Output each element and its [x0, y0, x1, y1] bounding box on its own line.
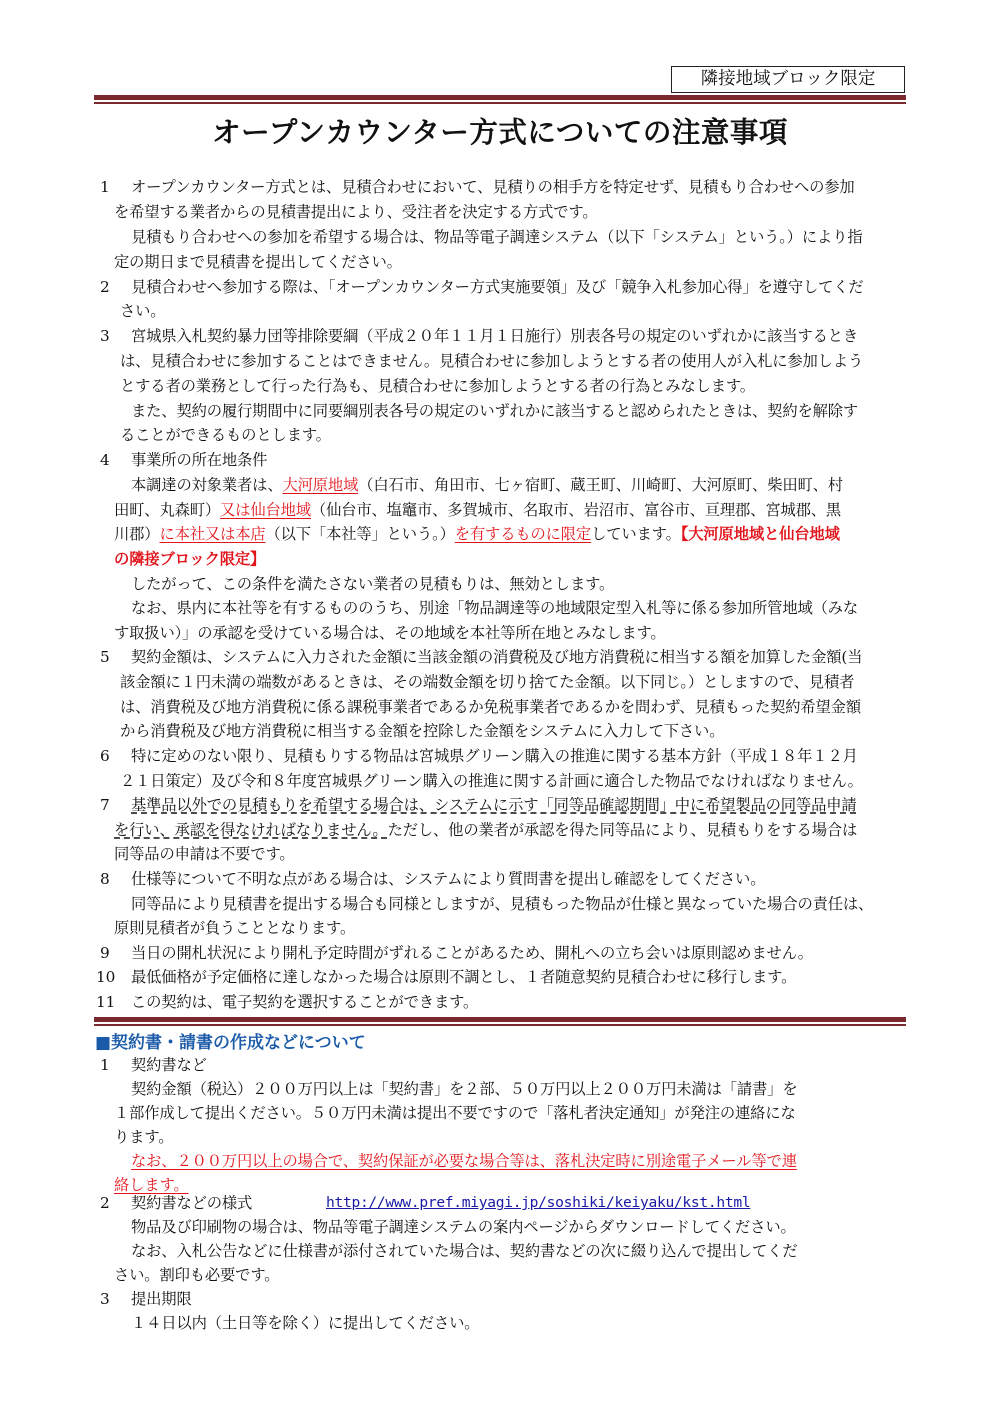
text-line: 同等品の申請は不要です。	[114, 845, 295, 863]
header-rule	[94, 95, 906, 104]
text-line: なお、県内に本社等を有するもののうち、別途「物品調達等の地域限定型入札等に係る参加所管地域（みな	[131, 599, 859, 617]
text-line: １部作成して提出ください。５０万円未満は提出不要ですので「落札者決定通知」が発注の連絡にな	[114, 1104, 796, 1122]
text-line: 田町、丸森町）又は仙台地域（仙台市、塩竈市、多賀城市、名取市、岩沼市、富谷市、亘理郡、宮城郡、黒	[114, 501, 842, 519]
text-line: なお、入札公告などに仕様書が添付されていた場合は、契約書などの次に綴り込んで提出してくだ	[131, 1242, 798, 1260]
text-line: は、見積合わせに参加することはできません。見積合わせに参加しようとする者の使用人が入札に参加しよう	[120, 352, 864, 370]
text-line: 原則見積者が負うこととなります。	[114, 919, 356, 937]
text-line: を行い、承認を得なければなりません。ただし、他の業者が承認を得た同等品により、見積もりをする場合は	[114, 821, 858, 839]
text-line: 本調達の対象業者は、大河原地域（白石市、角田市、七ヶ宿町、蔵王町、川崎町、大河原町、柴田町、村	[131, 476, 843, 494]
text-line: さい。割印も必要です。	[114, 1266, 280, 1284]
text-line: 定の期日まで見積書を提出してください。	[114, 253, 402, 271]
text-line: す取扱い）」の承認を受けている場合は、その地域を本社等所在地とみなします。	[114, 624, 666, 642]
text-line: なお、２００万円以上の場合で、契約保証が必要な場合等は、落札決定時に別途電子メール等で連	[131, 1152, 797, 1170]
text-line: したがって、この条件を満たさない業者の見積もりは、無効とします。	[131, 575, 615, 593]
text-line: 該金額に１円未満の端数があるときは、その端数金額を切り捨てた金額。以下同じ。）としますので、見積者	[120, 673, 855, 691]
region-sendai: 又は仙台地域	[220, 501, 311, 519]
text-line: ２１日策定）及び令和８年度宮城県グリーン購入の推進に関する計画に適合した物品でなければなりません。	[120, 772, 863, 790]
text-line: ります。	[114, 1128, 174, 1146]
text-line: 川郡）に本社又は本店（以下「本社等」という。）を有するものに限定しています。【大河原地域と仙台地域	[114, 525, 840, 543]
text-line: ることができるものとします。	[120, 426, 331, 444]
text-line: は、消費税及び地方消費税に係る課税事業者であるか免税事業者であるかを問わず、見積もった契約希望金額	[120, 698, 861, 716]
text-line: を希望する業者からの見積書提出により、受注者を決定する方式です。	[114, 203, 598, 221]
text-line: 絡します。	[114, 1176, 189, 1194]
text-line: 見積もり合わせへの参加を希望する場合は、物品等電子調達システム（以下「システム」という。）により指	[131, 228, 863, 246]
page-title: オープンカウンター方式についての注意事項	[212, 116, 788, 149]
text-line: さい。	[120, 302, 166, 320]
text-line: とする者の業務として行った行為も、見積合わせに参加しようとする者の行為とみなします。	[120, 377, 755, 395]
text-line: 同等品により見積書を提出する場合も同様としますが、見積もった物品が仕様と異なっていた場合の責任は、	[131, 895, 874, 913]
region-limit-badge: 隣接地域ブロック限定	[671, 66, 905, 93]
text-line: また、契約の履行期間中に同要綱別表各号の規定のいずれかに該当すると認められたときは、契約を解除す	[131, 402, 859, 420]
text-line: の隣接ブロック限定】	[114, 550, 266, 568]
section-heading: ■契約書・請書の作成などについて	[95, 1033, 366, 1053]
text-line: から消費税及び地方消費税に相当する金額を控除した金額をシステムに入力して下さい。	[120, 722, 725, 740]
section-rule	[94, 1017, 906, 1026]
text-line: 契約金額（税込）２００万円以上は「契約書」を２部、５０万円以上２００万円未満は「請書」を	[131, 1080, 798, 1098]
text-line: 物品及び印刷物の場合は、物品等電子調達システムの案内ページからダウンロードしてください。	[131, 1218, 796, 1236]
region-okawara: 大河原地域	[282, 476, 359, 494]
form-link[interactable]: http://www.pref.miyagi.jp/soshiki/keiyaku/kst.html	[326, 1194, 751, 1211]
text-line: １４日以内（土日等を除く）に提出してください。	[131, 1314, 480, 1332]
